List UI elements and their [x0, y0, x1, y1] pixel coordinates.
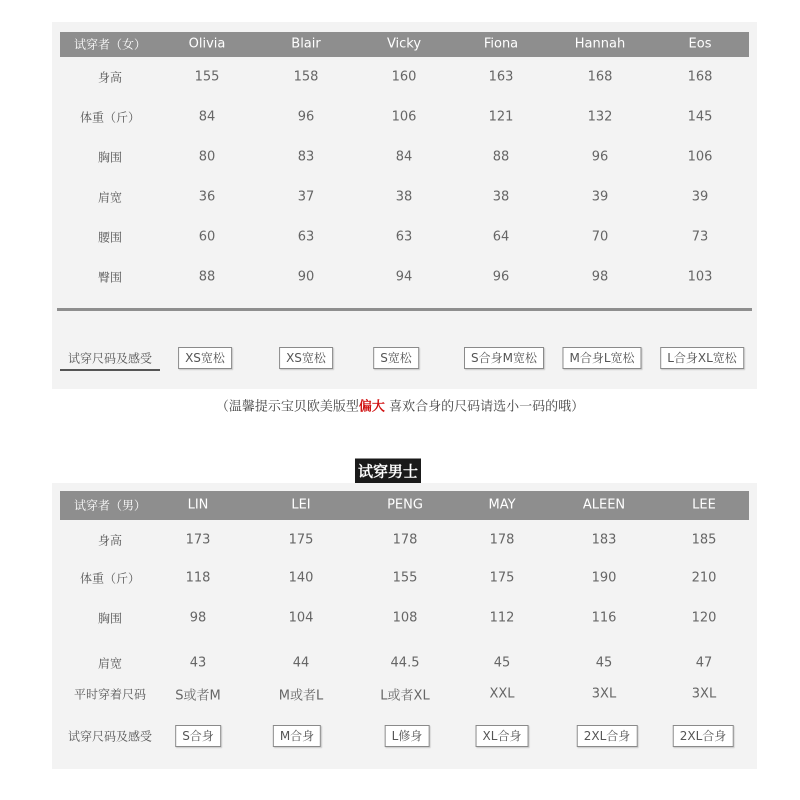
women-table-cell: 63 — [395, 229, 413, 245]
women-table-cell: 94 — [395, 269, 413, 285]
women-model-name: Fiona — [483, 36, 519, 52]
men-table-cell: 104 — [288, 610, 314, 626]
men-model-name: PENG — [387, 497, 423, 513]
men-table-cell: 118 — [185, 570, 211, 586]
men-model-name: LEE — [692, 497, 716, 513]
women-table-cell: 83 — [297, 149, 315, 165]
women-table-divider — [57, 308, 752, 311]
women-table-cell: 96 — [297, 109, 315, 125]
men-table-cell: 175 — [489, 570, 515, 586]
women-fit-size-box: M合身L宽松 — [562, 347, 641, 369]
men-fit-size-box: S合身 — [175, 725, 221, 747]
men-fit-size-box: L修身 — [385, 725, 430, 747]
women-row-label: 胸围 — [97, 150, 123, 165]
men-table-cell: 175 — [288, 532, 314, 548]
men-model-name: ALEEN — [582, 497, 626, 513]
women-fit-label-underline — [60, 369, 160, 371]
men-table-cell: 108 — [392, 610, 418, 626]
men-fit-size-box: 2XL合身 — [673, 725, 734, 747]
women-model-name: Vicky — [386, 36, 422, 52]
men-model-name: LEI — [291, 497, 311, 513]
women-table-cell: 168 — [687, 69, 713, 85]
men-table-cell: 116 — [591, 610, 617, 626]
men-fit-size-box: 2XL合身 — [577, 725, 638, 747]
women-table-cell: 84 — [395, 149, 413, 165]
women-table-cell: 63 — [297, 229, 315, 245]
men-table-cell: M或者L — [278, 688, 324, 704]
women-table-cell: 98 — [591, 269, 609, 285]
men-table-cell: 178 — [489, 532, 515, 548]
men-table-cell: 178 — [392, 532, 418, 548]
women-model-name: Olivia — [188, 36, 226, 52]
men-table-cell: 140 — [288, 570, 314, 586]
women-fit-size-box: S合身M宽松 — [464, 347, 544, 369]
men-model-name: MAY — [488, 497, 516, 513]
men-table-cell: 120 — [691, 610, 717, 626]
women-table-cell: 90 — [297, 269, 315, 285]
men-table-cell: 185 — [691, 532, 717, 548]
women-table-cell: 39 — [591, 189, 609, 205]
women-table-cell: 145 — [687, 109, 713, 125]
men-table-cell: 3XL — [691, 686, 717, 702]
men-table-cell: 44.5 — [390, 655, 420, 671]
men-row-label: 身高 — [97, 533, 123, 548]
men-table-cell: 173 — [185, 532, 211, 548]
women-row-label: 体重（斤） — [79, 110, 141, 125]
women-row-label: 身高 — [97, 70, 123, 85]
women-table-cell: 84 — [198, 109, 216, 125]
women-model-name: Hannah — [574, 36, 626, 52]
women-table-cell: 88 — [198, 269, 216, 285]
women-table-cell: 38 — [395, 189, 413, 205]
men-table-cell: 45 — [595, 655, 613, 671]
men-table-cell: 98 — [189, 610, 207, 626]
women-fit-size-box: XS宽松 — [178, 347, 232, 369]
men-section-title: 试穿男士 — [355, 459, 421, 484]
women-size-table — [52, 22, 757, 389]
men-table-cell: 112 — [489, 610, 515, 626]
men-table-cell: 44 — [292, 655, 310, 671]
women-table-cell: 64 — [492, 229, 510, 245]
men-fit-size-box: M合身 — [273, 725, 321, 747]
women-table-cell: 163 — [488, 69, 514, 85]
women-row-label: 肩宽 — [97, 190, 123, 205]
size-tip-suffix: 喜欢合身的尺码请选小一码的哦） — [384, 399, 585, 415]
men-size-table — [52, 483, 757, 769]
men-table-cell: 190 — [591, 570, 617, 586]
women-model-name: Eos — [688, 36, 712, 52]
men-table-cell: L或者XL — [380, 688, 430, 704]
men-table-cell: 43 — [189, 655, 207, 671]
women-row-label: 臀围 — [97, 270, 123, 285]
women-table-cell: 121 — [488, 109, 514, 125]
women-table-cell: 60 — [198, 229, 216, 245]
women-table-cell: 80 — [198, 149, 216, 165]
women-table-cell: 132 — [587, 109, 613, 125]
women-table-cell: 168 — [587, 69, 613, 85]
women-header-label: 试穿者（女） — [73, 37, 147, 52]
men-table-cell: XXL — [489, 686, 515, 702]
men-table-cell: 47 — [695, 655, 713, 671]
women-fit-size-box: S宽松 — [373, 347, 419, 369]
men-header-label: 试穿者（男） — [73, 498, 147, 513]
women-table-cell: 38 — [492, 189, 510, 205]
men-fit-label: 试穿尺码及感受 — [67, 729, 153, 744]
women-table-cell: 73 — [691, 229, 709, 245]
men-table-cell: 183 — [591, 532, 617, 548]
men-table-cell: S或者M — [175, 688, 221, 704]
women-table-cell: 106 — [687, 149, 713, 165]
women-table-cell: 36 — [198, 189, 216, 205]
men-row-label: 体重（斤） — [79, 571, 141, 586]
men-row-label: 肩宽 — [97, 656, 123, 671]
women-model-name: Blair — [291, 36, 321, 52]
men-table-cell: 155 — [392, 570, 418, 586]
size-tip-note — [216, 396, 584, 415]
size-tip-emphasis: 偏大 — [358, 399, 385, 415]
men-fit-size-box: XL合身 — [476, 725, 529, 747]
women-fit-size-box: L合身XL宽松 — [660, 347, 744, 369]
women-table-cell: 37 — [297, 189, 315, 205]
women-table-cell: 96 — [591, 149, 609, 165]
men-table-cell: 45 — [493, 655, 511, 671]
women-table-cell: 39 — [691, 189, 709, 205]
women-fit-label: 试穿尺码及感受 — [67, 351, 153, 366]
men-row-label: 平时穿着尺码 — [73, 687, 147, 702]
women-table-cell: 106 — [391, 109, 417, 125]
men-table-cell: 3XL — [591, 686, 617, 702]
women-table-cell: 88 — [492, 149, 510, 165]
men-model-name: LIN — [187, 497, 209, 513]
women-table-cell: 103 — [687, 269, 713, 285]
women-table-cell: 155 — [194, 69, 220, 85]
women-table-cell: 96 — [492, 269, 510, 285]
men-row-label: 胸围 — [97, 611, 123, 626]
size-tip-prefix: （温馨提示宝贝欧美版型 — [215, 399, 359, 415]
women-table-cell: 70 — [591, 229, 609, 245]
women-row-label: 腰围 — [97, 230, 123, 245]
men-table-cell: 210 — [691, 570, 717, 586]
women-fit-size-box: XS宽松 — [279, 347, 333, 369]
women-table-cell: 158 — [293, 69, 319, 85]
women-table-cell: 160 — [391, 69, 417, 85]
